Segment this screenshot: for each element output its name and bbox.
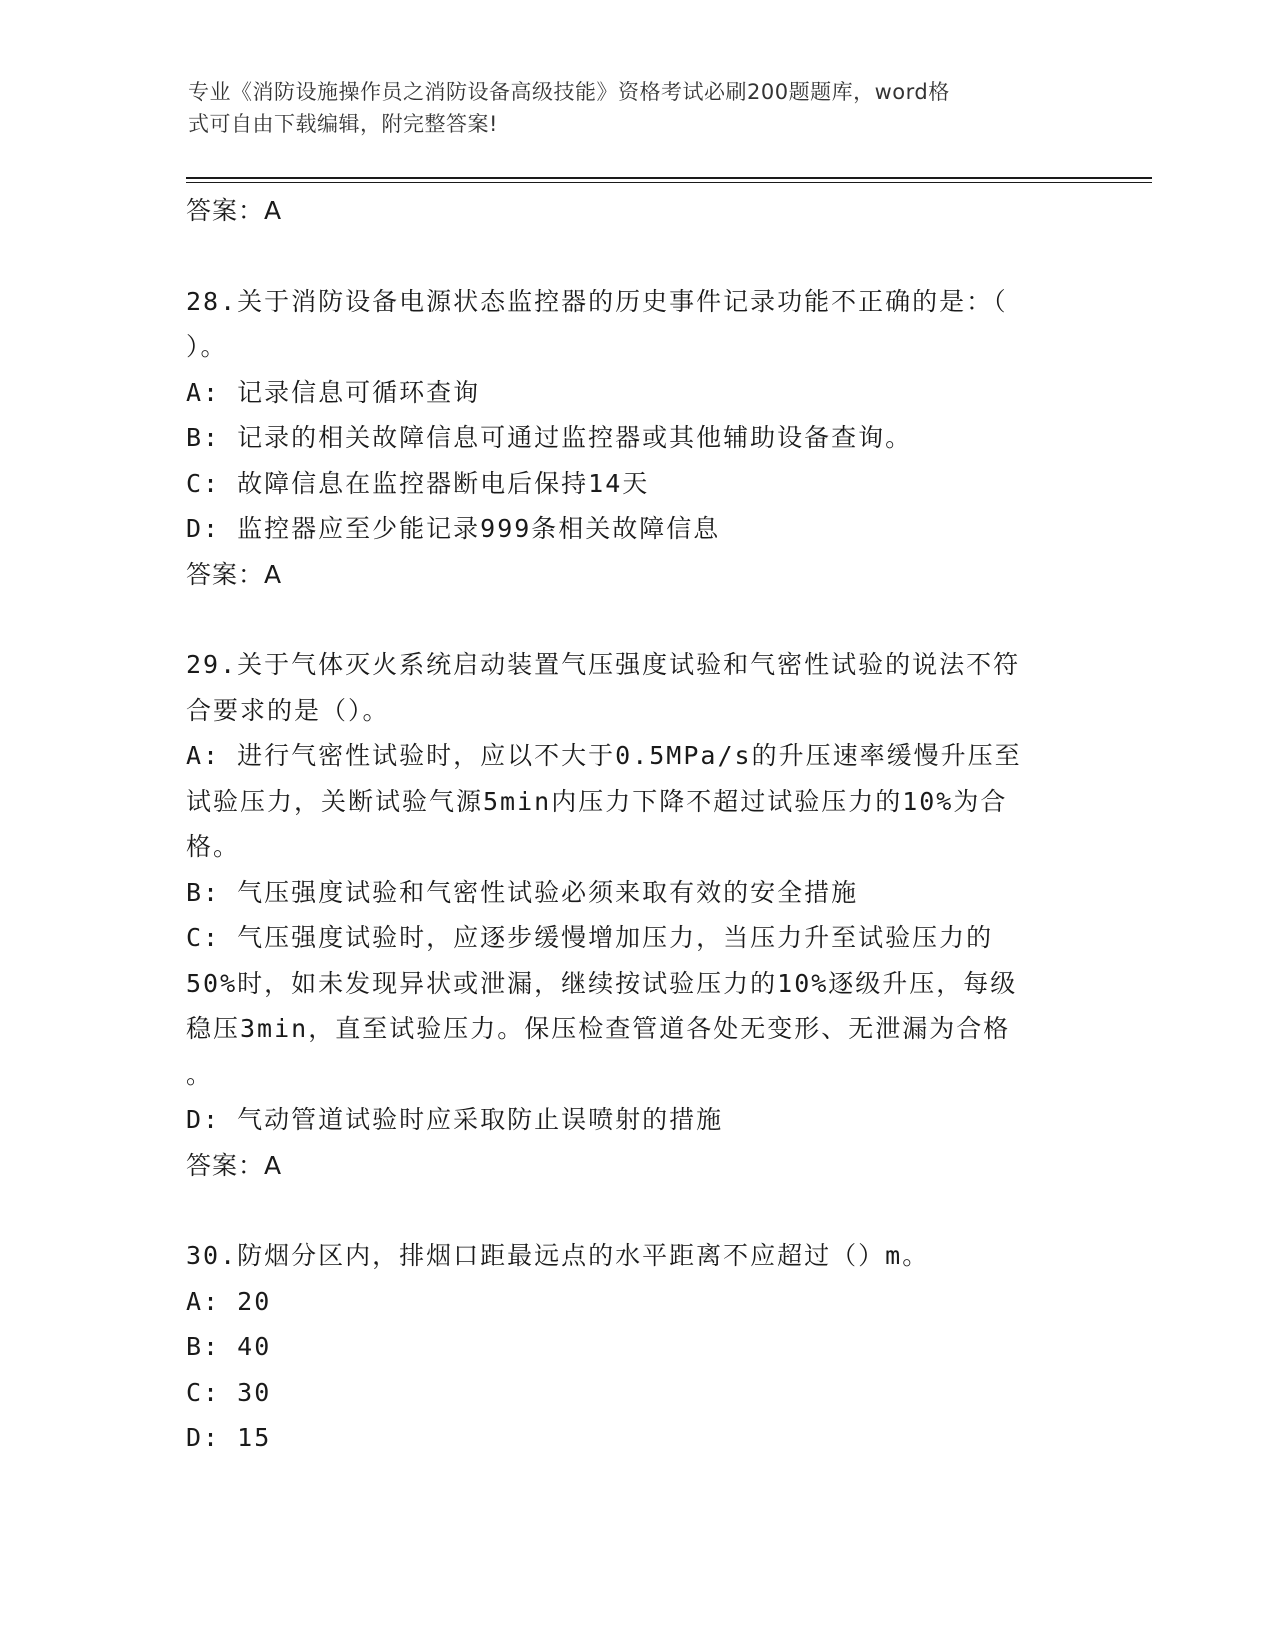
option-a: A: 20 [186,1286,272,1316]
option-c-cont: 稳压3min，直至试验压力。保压检查管道各处无变形、无泄漏为合格 [186,1014,1011,1043]
option-c-cont: 50%时，如未发现异状或泄漏，继续按试验压力的10%逐级升压，每级 [186,968,1018,998]
option-a-cont: 试验压力，关断试验气源5min内压力下降不超过试验压力的10%为合 [186,786,1008,816]
question-29 [186,642,1086,1188]
answer: 答案：A [186,1150,283,1180]
option-b: B: 气压强度试验和气密性试验必须来取有效的安全措施 [186,877,859,907]
question-stem-line: ）。 [186,332,228,361]
answer: 答案：A [186,559,283,589]
previous-answer: 答案：A [186,196,283,225]
option-b: B: 40 [186,1332,272,1361]
option-d: D: 气动管道试验时应采取防止误喷射的措施 [186,1105,724,1134]
option-c-cont: 。 [186,1059,214,1089]
question-list [186,188,1086,1461]
header-divider-thin [186,182,1152,183]
question-stem-line: 28.关于消防设备电源状态监控器的历史事件记录功能不正确的是：（ [186,286,1008,316]
option-a: A: 进行气密性试验时，应以不大于0.5MPa/s的升压速率缓慢升压至 [186,741,1022,770]
question-stem-line: 合要求的是（）。 [186,695,390,725]
option-c: C: 气压强度试验时，应逐步缓慢增加压力，当压力升至试验压力的 [186,923,994,952]
question-28 [186,279,1086,598]
document-header [188,76,1068,140]
option-c: C: 30 [186,1377,272,1407]
question-stem-line: 29.关于气体灭火系统启动装置气压强度试验和气密性试验的说法不符 [186,650,1021,679]
header-line-1: 专业《消防设施操作员之消防设备高级技能》资格考试必刷200题题库，word格 [188,80,950,104]
header-line-2: 式可自由下载编辑，附完整答案! [188,112,498,136]
spacer [186,597,1086,642]
option-d: D: 监控器应至少能记录999条相关故障信息 [186,514,721,543]
spacer [186,234,1086,279]
option-a-cont: 格。 [186,832,241,861]
header-divider [186,177,1152,179]
question-stem-line: 30.防烟分区内，排烟口距最远点的水平距离不应超过（）m。 [186,1241,930,1270]
option-d: D: 15 [186,1423,272,1452]
option-a: A: 记录信息可循环查询 [186,377,481,407]
spacer [186,1188,1086,1233]
option-c: C: 故障信息在监控器断电后保持14天 [186,468,650,498]
option-b: B: 记录的相关故障信息可通过监控器或其他辅助设备查询。 [186,423,913,452]
question-30 [186,1233,1086,1461]
